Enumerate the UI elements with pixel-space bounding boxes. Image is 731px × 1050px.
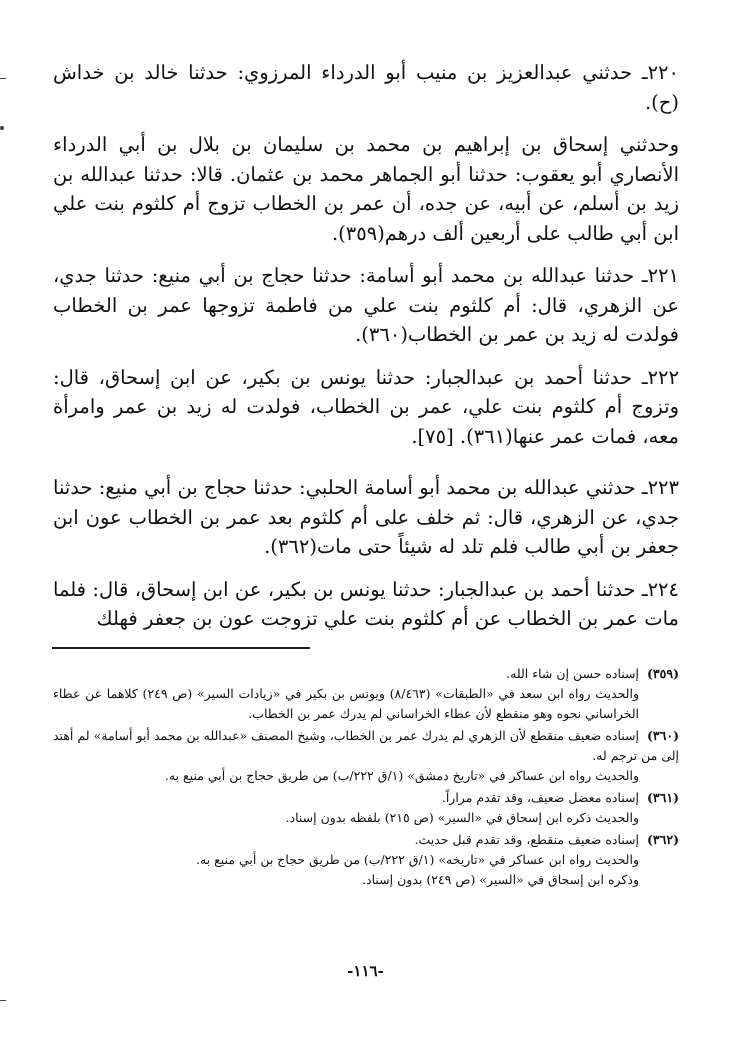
footnote-number: (٣٦٢) xyxy=(647,832,679,847)
footnote-text: والحديث رواه ابن عساكر في «تاريخ دمشق» (١/ق ٢٢٢/ب) من طريق حجاج بن أبي منيع به. xyxy=(164,768,639,783)
scan-edge-dot xyxy=(0,126,4,130)
footnote-359 xyxy=(53,664,679,724)
hadith-223: ٢٢٣ـ حدثني عبدالله بن محمد أبو أسامة الحلبي: حدثنا حجاج بن أبي منيع: حدثنا جدي، عن الزهري، قال: ثم خلف على أم كلثوم بعد عمر بن الخطاب عون ابن جعفر بن أبي طالب فلم تلد له شيئاً حتى مات(٣٦٢). xyxy=(53,476,679,558)
hadith-221: ٢٢١ـ حدثنا عبدالله بن محمد أبو أسامة: حدثنا حجاج بن أبي منيع: حدثنا جدي، عن الزهري، قال: أم كلثوم بنت علي من فاطمة تزوجها عمر بن الخطاب فولدت له زيد بن عمر بن الخطاب(٣٦٠). xyxy=(53,264,679,346)
footnote-text: وذكره ابن إسحاق في «السير» (ص ٢٤٩) بدون إسناد. xyxy=(362,872,639,887)
hadith-224: ٢٢٤ـ حدثنا أحمد بن عبدالجبار: حدثنا يونس بن بكير، عن ابن إسحاق، قال: فلما مات عمر بن الخطاب عن أم كلثوم بنت علي تزوجت عون بن جعفر فهلك xyxy=(53,577,679,630)
footnote-text: إسناده معضل ضعيف، وقد تقدم مراراً. xyxy=(441,790,639,805)
footnote-number: (٣٦١) xyxy=(647,790,679,805)
scan-edge-mark xyxy=(0,1000,6,1001)
footnote-text: إسناده حسن إن شاء الله. xyxy=(506,666,639,681)
footnote-number: (٣٥٩) xyxy=(647,666,679,681)
footnote-text: والحديث رواه ابن عساكر في «تاريخه» (١/ق ٢٢٢/ب) من طريق حجاج بن أبي منيع به. xyxy=(196,852,639,867)
footnote-360 xyxy=(53,726,679,786)
footnotes xyxy=(53,664,679,892)
footnote-separator xyxy=(52,647,310,649)
scan-edge-mark xyxy=(0,78,6,79)
footnote-text: إسناده ضعيف منقطع، وقد تقدم قبل حديث. xyxy=(414,832,639,847)
footnote-361 xyxy=(53,788,679,828)
hadith-222: ٢٢٢ـ حدثنا أحمد بن عبدالجبار: حدثنا يونس بن بكير، عن ابن إسحاق، قال: وتزوج أم كلثوم بنت علي، عمر بن الخطاب، فولدت له زيد بن عمر وامرأة معه، فمات عمر عنها(٣٦١). [٧٥]. xyxy=(53,365,679,448)
page-number: -١١٦- xyxy=(347,962,384,980)
main-text xyxy=(53,58,679,647)
footnote-362 xyxy=(53,830,679,890)
hadith-220-continued: وحدثني إسحاق بن إبراهيم بن محمد بن سليمان بن بلال بن أبي الدرداء الأنصاري أبو يعقوب: حدثنا أبو الجماهر محمد بن عثمان. قالا: حدثنا عبدالله بن زيد بن أسلم، عن أبيه، عن جده، أن عمر بن الخطاب تزوج أم كلثوم بنت علي ابن أبي طالب على أربعين ألف درهم(٣٥٩). xyxy=(53,133,679,245)
footnote-text: والحديث ذكره ابن إسحاق في «السير» (ص ٢١٥) بلفظه بدون إسناد. xyxy=(285,810,639,825)
footnote-text: والحديث رواه ابن سعد في «الطبقات» (٨/٤٦٣) ويونس بن بكير في «زيادات السير» (ص ٢٤٩) كلاهما عن عطاء الخراساني نحوه وهو منقطع لأن عطاء الخراساني لم يدرك عمر بن الخطاب. xyxy=(53,686,639,721)
hadith-220: ٢٢٠ـ حدثني عبدالعزيز بن منيب أبو الدرداء المرزوي: حدثنا خالد بن خداش (ح). xyxy=(53,61,679,114)
footnote-number: (٣٦٠) xyxy=(647,728,679,743)
footnote-text: إسناده ضعيف منقطع لأن الزهري لم يدرك عمر بن الخطاب، وشيخ المصنف «عبدالله بن محمد أبو أسامة» لم أهتد إلى من ترجم له. xyxy=(53,728,679,763)
